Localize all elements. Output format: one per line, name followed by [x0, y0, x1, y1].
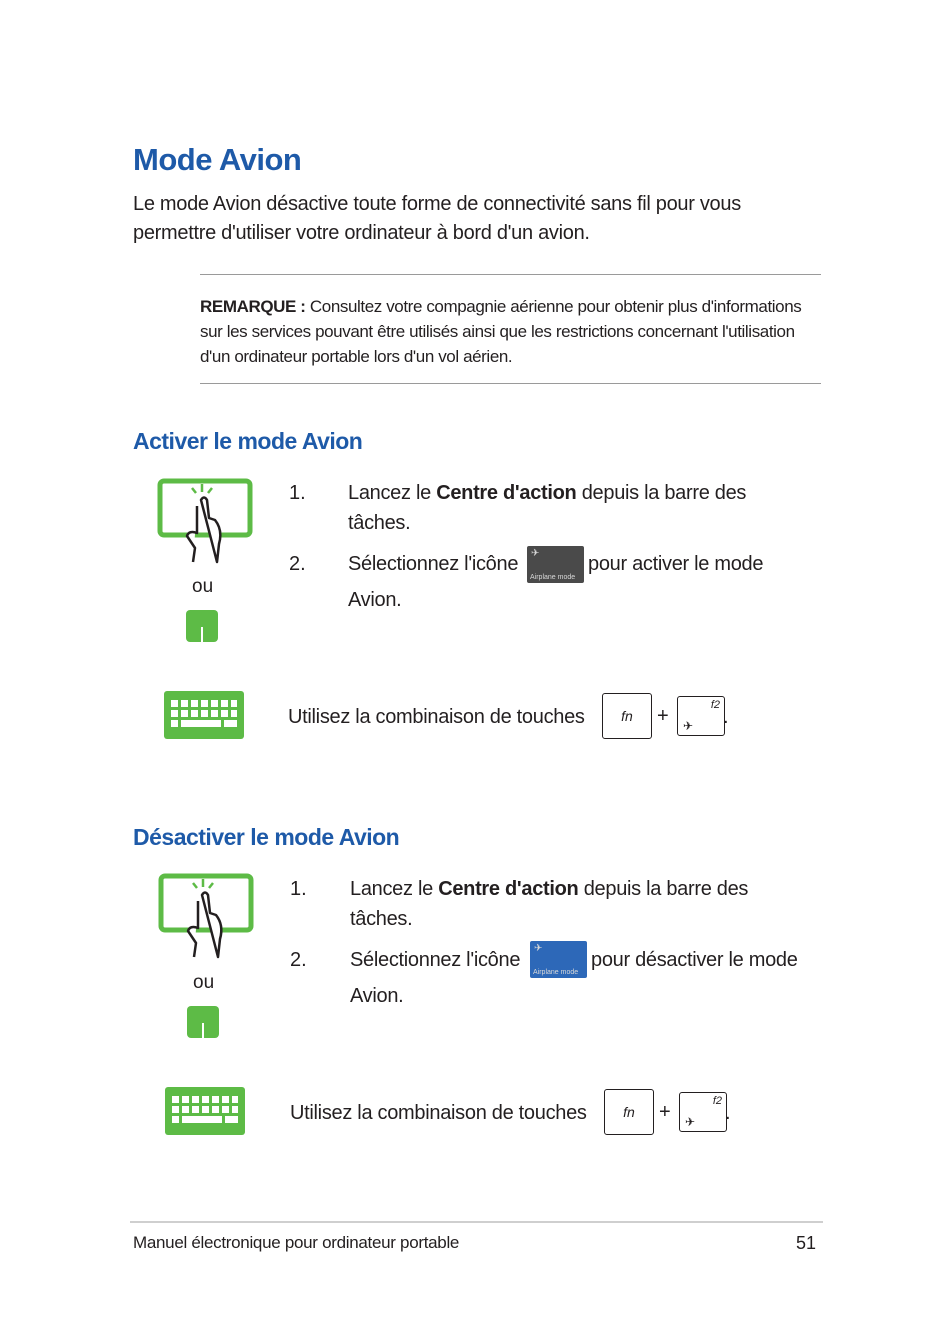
airplane-icon: ✈: [683, 719, 694, 733]
fn-key: [602, 693, 652, 739]
touchscreen-tap-icon: [158, 873, 254, 959]
step-text-part: Avion.: [350, 985, 404, 1007]
step-number: 1.: [289, 482, 306, 504]
step-text-part: Sélectionnez l'icône: [348, 553, 519, 575]
page-number: 51: [796, 1233, 817, 1253]
plus-sign: +: [659, 1101, 671, 1123]
step-text: [350, 874, 790, 934]
key-combo-text: Utilisez la combinaison de touches: [288, 706, 585, 728]
footer-title: Manuel électronique pour ordinateur portable: [133, 1233, 460, 1252]
touchpad-icon: [185, 609, 219, 643]
fn-key-label: fn: [621, 708, 633, 724]
touchscreen-tap-icon: [157, 478, 253, 564]
intro-paragraph: Le mode Avion désactive toute forme de connectivité sans fil pour vous permettre d'utiliser votre ordinateur à bord d'un avion.: [133, 193, 741, 244]
step-text-part: Lancez le: [350, 878, 439, 900]
step-text-part: depuis la barre des tâches.: [348, 482, 747, 534]
airplane-mode-tile-on: [530, 941, 587, 978]
or-label: ou: [193, 972, 215, 993]
or-label: ou: [192, 576, 214, 597]
step-text-part: Lancez le: [348, 482, 437, 504]
step-text-part: depuis la barre des tâches.: [350, 878, 749, 930]
airplane-icon: ✈: [531, 548, 540, 559]
fn-key-label: fn: [623, 1104, 635, 1120]
note-top-rule: [200, 274, 821, 275]
step-text-part: pour désactiver le mode: [591, 949, 798, 971]
action-center-label: Centre d'action: [438, 878, 579, 900]
period: .: [723, 706, 729, 728]
keyboard-icon: [163, 690, 245, 740]
period: .: [725, 1102, 731, 1124]
airplane-mode-tile-off: [527, 546, 584, 583]
section-heading-deactivate: Désactiver le mode Avion: [133, 824, 400, 850]
tile-label: Airplane mode: [530, 574, 576, 581]
f2-key: [677, 696, 725, 736]
note-bottom-rule: [200, 383, 821, 384]
note-text: Consultez votre compagnie aérienne pour obtenir plus d'informations sur les services pouvant être utilisés ainsi que les restrictions concernant l'utilisation d'un ordinateur portable lors d'un vol aérien.: [200, 297, 802, 366]
plus-sign: +: [657, 705, 669, 727]
step-text: [348, 478, 788, 538]
key-combo-text: Utilisez la combinaison de touches: [290, 1102, 587, 1124]
airplane-icon: ✈: [534, 943, 543, 954]
step-text-part: Avion.: [348, 589, 402, 611]
section-heading-activate: Activer le mode Avion: [133, 428, 363, 454]
step-text-part: pour activer le mode: [588, 553, 764, 575]
f2-key-label: f2: [710, 699, 720, 711]
page-title: Mode Avion: [133, 142, 302, 177]
step-number: 1.: [290, 878, 307, 900]
tile-label: Airplane mode: [533, 969, 579, 976]
fn-key: [604, 1089, 654, 1135]
note-block: [200, 294, 815, 369]
keyboard-icon: [164, 1086, 246, 1136]
f2-key: [679, 1092, 727, 1132]
touchpad-icon: [186, 1005, 220, 1039]
step-number: 2.: [289, 553, 306, 575]
footer-rule: [130, 1221, 823, 1223]
step-text-part: Sélectionnez l'icône: [350, 949, 521, 971]
note-label: REMARQUE :: [200, 297, 306, 316]
action-center-label: Centre d'action: [436, 482, 577, 504]
step-number: 2.: [290, 949, 307, 971]
f2-key-label: f2: [712, 1095, 722, 1107]
airplane-icon: ✈: [685, 1115, 696, 1129]
